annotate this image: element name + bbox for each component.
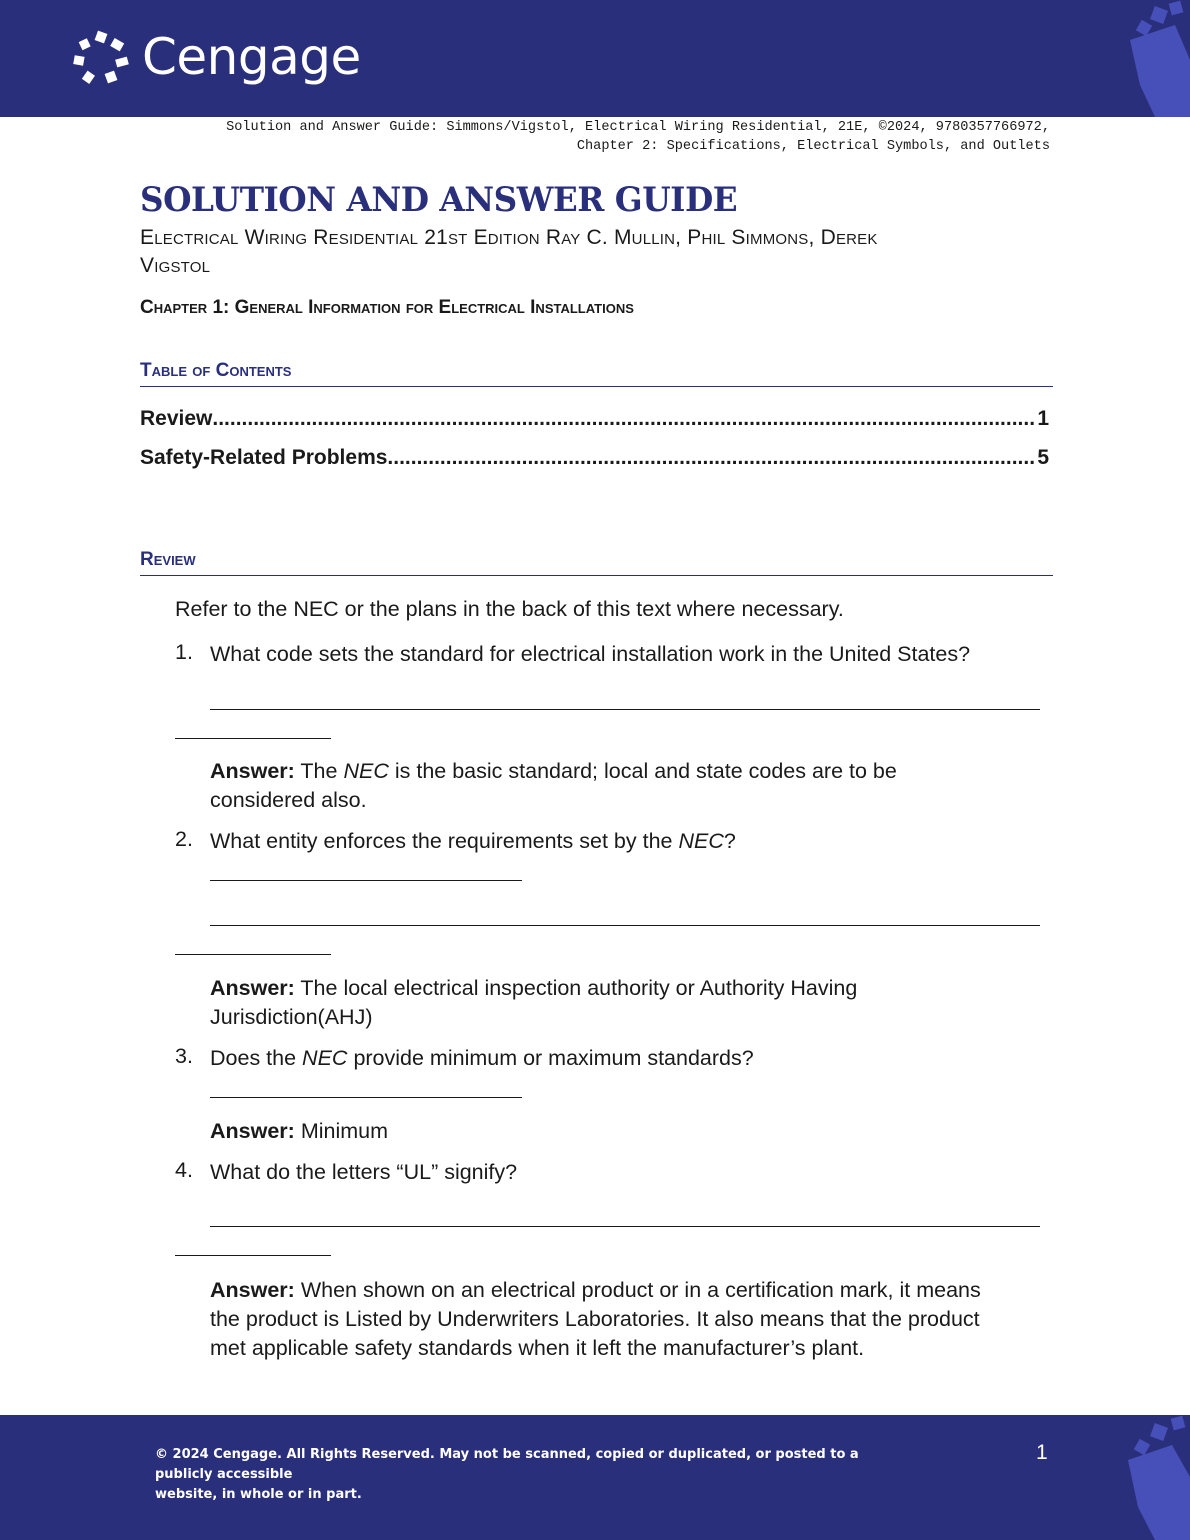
question-2-answer-line2: Jurisdiction(AHJ) bbox=[210, 1005, 373, 1029]
toc-entry-review[interactable] bbox=[140, 407, 1049, 431]
toc-entry-safety[interactable] bbox=[140, 446, 1049, 470]
question-number: 2. bbox=[175, 827, 193, 851]
answer-blank-line bbox=[210, 1226, 1040, 1227]
answer-text: When shown on an electrical product or in a certification mark, it means bbox=[300, 1278, 981, 1302]
answer-blank-line bbox=[210, 880, 522, 881]
question-4-answer bbox=[210, 1276, 981, 1305]
question-1-answer-line2: considered also. bbox=[210, 788, 367, 812]
answer-label: Answer: bbox=[210, 976, 295, 1000]
toc-entry-label: Review bbox=[140, 407, 213, 430]
question-1-answer bbox=[210, 757, 897, 786]
question-1-text: What code sets the standard for electrical installation work in the United States? bbox=[210, 642, 971, 666]
decorative-shapes-icon bbox=[1110, 1415, 1190, 1540]
question-3-answer bbox=[210, 1117, 388, 1146]
running-head-line2: Chapter 2: Specifications, Electrical Symbols, and Outlets bbox=[576, 139, 1050, 154]
toc-dot-leader bbox=[387, 446, 1035, 470]
toc-heading: Table of Contents bbox=[140, 360, 1053, 387]
question-4-answer-line3: met applicable safety standards when it left the manufacturer’s plant. bbox=[210, 1336, 865, 1360]
question-text: ? bbox=[723, 829, 736, 853]
question-number: 4. bbox=[175, 1158, 193, 1182]
answer-text: The local electrical inspection authority or Authority Having bbox=[300, 976, 858, 1000]
question-2-text bbox=[210, 827, 736, 856]
answer-label: Answer: bbox=[210, 1278, 295, 1302]
answer-text-emphasis: NEC bbox=[343, 759, 389, 783]
review-intro: Refer to the NEC or the plans in the back of this text where necessary. bbox=[175, 597, 844, 621]
question-4-text: What do the letters “UL” signify? bbox=[210, 1160, 518, 1184]
answer-blank-line bbox=[210, 709, 1040, 710]
answer-blank-line bbox=[210, 1097, 522, 1098]
toc-entry-page: 1 bbox=[1037, 407, 1049, 430]
chapter-heading: Chapter 1: General Information for Electrical Installations bbox=[140, 297, 634, 318]
running-head-line1: Solution and Answer Guide: Simmons/Vigstol, Electrical Wiring Residential, 21E, ©2024, 9780357766972, bbox=[226, 120, 1050, 135]
book-title bbox=[140, 224, 1040, 280]
copyright-line1: © 2024 Cengage. All Rights Reserved. May not be scanned, copied or duplicated, or posted to a publicly accessible bbox=[155, 1447, 859, 1482]
copyright-line2: website, in whole or in part. bbox=[155, 1487, 362, 1502]
answer-text: Minimum bbox=[300, 1119, 389, 1143]
answer-blank-line bbox=[210, 925, 1040, 926]
question-text: What entity enforces the requirements set by the bbox=[210, 829, 673, 853]
question-text-emphasis: NEC bbox=[678, 829, 724, 853]
brand-name: Cengage bbox=[142, 28, 361, 86]
answer-label: Answer: bbox=[210, 759, 295, 783]
question-text: provide minimum or maximum standards? bbox=[353, 1046, 754, 1070]
question-number: 3. bbox=[175, 1044, 193, 1068]
answer-blank-line bbox=[175, 954, 331, 955]
answer-text: The bbox=[300, 759, 338, 783]
header-bar bbox=[0, 0, 1190, 117]
book-title-line2: Vigstol bbox=[140, 254, 211, 277]
toc-entry-label: Safety-Related Problems bbox=[140, 446, 388, 469]
document-title: SOLUTION AND ANSWER GUIDE bbox=[140, 180, 738, 220]
question-text: Does the bbox=[210, 1046, 297, 1070]
question-2-answer bbox=[210, 974, 857, 1003]
page-number: 1 bbox=[1036, 1441, 1048, 1464]
decorative-shapes-icon bbox=[1100, 0, 1190, 117]
book-title-line1: Electrical Wiring Residential 21st Edition Ray C. Mullin, Phil Simmons, Derek bbox=[140, 226, 878, 249]
cengage-logo-icon bbox=[72, 30, 134, 90]
running-head bbox=[226, 118, 1050, 156]
copyright-notice bbox=[155, 1445, 915, 1505]
answer-label: Answer: bbox=[210, 1119, 295, 1143]
footer-bar bbox=[0, 1415, 1190, 1540]
question-4-answer-line2: the product is Listed by Underwriters Laboratories. It also means that the product bbox=[210, 1307, 980, 1331]
question-text-emphasis: NEC bbox=[302, 1046, 348, 1070]
review-heading: Review bbox=[140, 549, 1053, 576]
question-number: 1. bbox=[175, 640, 193, 664]
toc-dot-leader bbox=[212, 407, 1035, 431]
answer-text: is the basic standard; local and state codes are to be bbox=[394, 759, 897, 783]
toc-entry-page: 5 bbox=[1037, 446, 1049, 469]
question-3-text bbox=[210, 1044, 754, 1073]
answer-blank-line bbox=[175, 738, 331, 739]
answer-blank-line bbox=[175, 1255, 331, 1256]
